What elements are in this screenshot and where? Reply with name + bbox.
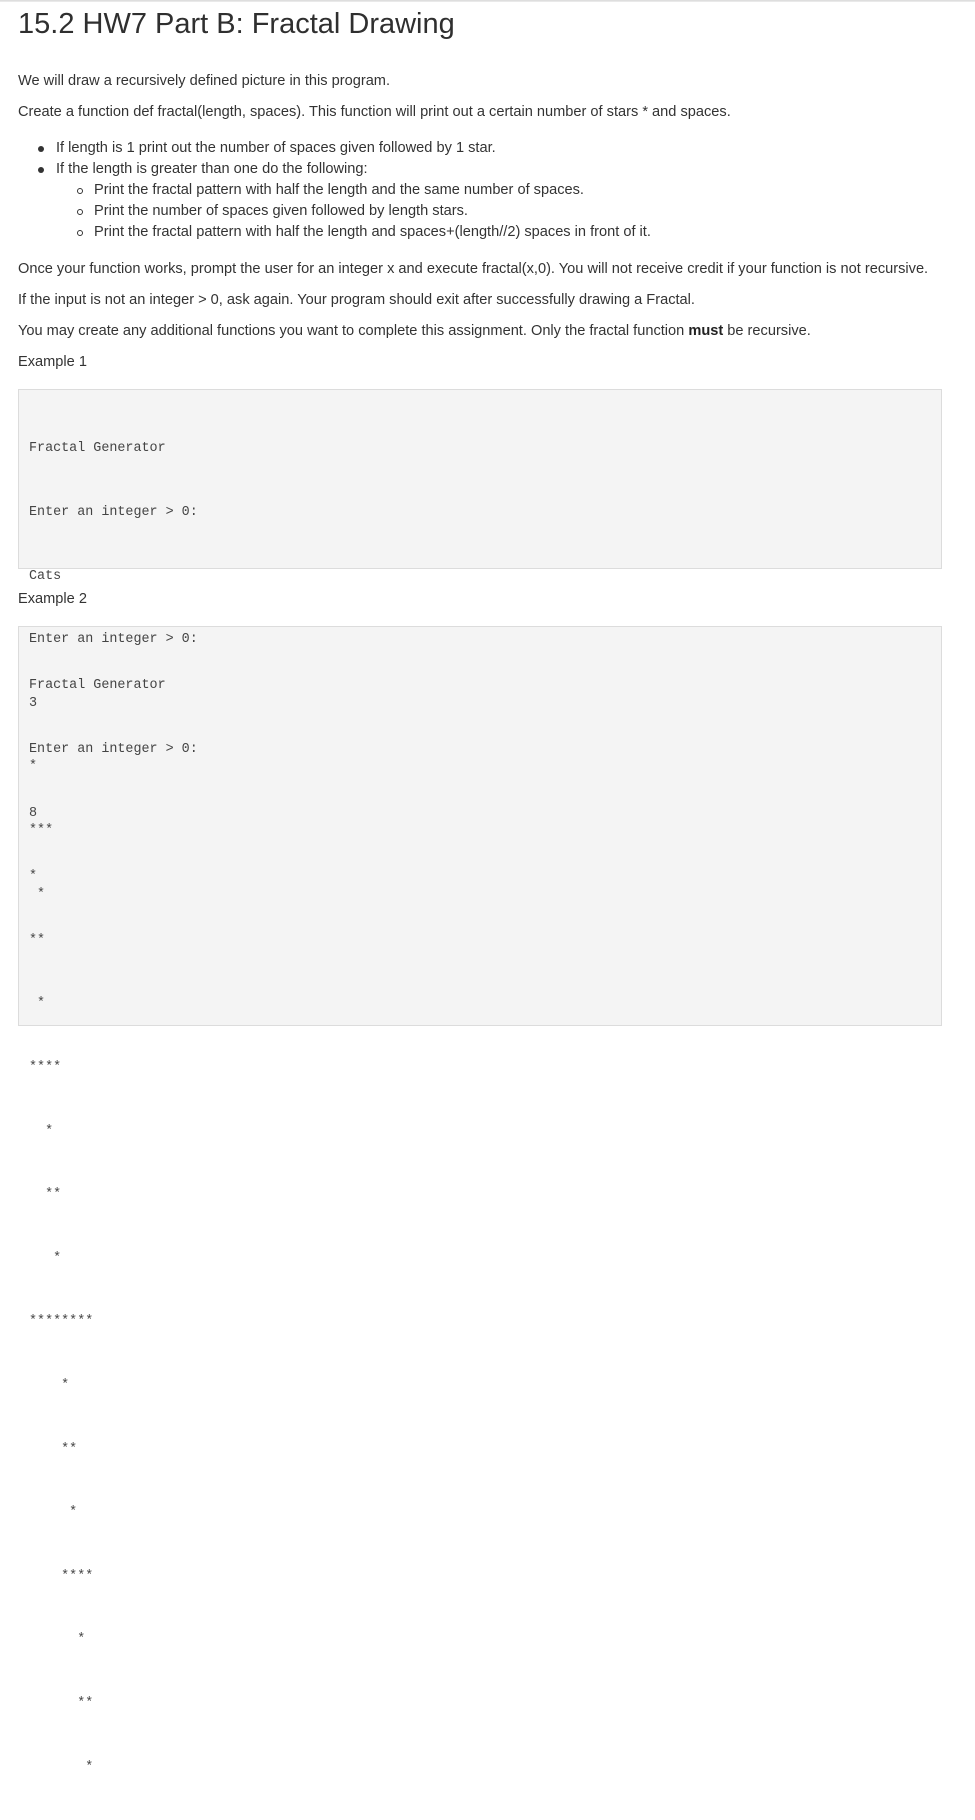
code-line: 3 <box>29 695 38 711</box>
nested-list-item-text: Print the fractal pattern with half the length and spaces+(length//2) spaces in front of it. <box>94 224 651 240</box>
code-line: ** <box>29 932 46 948</box>
code-line: * <box>29 1759 94 1775</box>
additional-functions-tail: be recursive. <box>723 323 811 339</box>
code-line: Cats <box>29 568 62 584</box>
nested-list-item <box>76 201 942 222</box>
code-line: Enter an integer > 0: <box>29 505 198 520</box>
intro-paragraph: We will draw a recursively defined picture in this program. <box>18 73 391 89</box>
code-line: * <box>29 996 46 1012</box>
list-item <box>38 159 942 243</box>
code-line: ** <box>29 1187 62 1203</box>
code-line: ******** <box>29 1314 94 1330</box>
input-rule-paragraph: If the input is not an integer > 0, ask again. Your program should exit after successfully drawing a Fractal. <box>18 292 695 308</box>
instruction-list <box>38 138 942 243</box>
code-line: **** <box>29 1059 62 1075</box>
recursion-requirement-paragraph: Once your function works, prompt the user for an integer x and execute fractal(x,0). You will not receive credit if your function is not recursive. <box>18 261 929 277</box>
assignment-page <box>18 0 942 1775</box>
code-line: Fractal Generator <box>29 441 166 457</box>
circle-bullet-icon <box>77 230 83 236</box>
page-title: 15.2 HW7 Part B: Fractal Drawing <box>18 8 455 40</box>
circle-bullet-icon <box>77 209 83 215</box>
example-2-code-block <box>18 626 942 1775</box>
additional-functions-paragraph <box>18 321 942 342</box>
code-line: * <box>29 1505 78 1521</box>
code-line: Fractal Generator <box>29 678 166 694</box>
example-1-label: Example 1 <box>18 354 87 370</box>
nested-list-item-text: Print the number of spaces given followed by length stars. <box>94 203 468 219</box>
code-line: * <box>29 886 46 902</box>
nested-instruction-list <box>76 180 942 243</box>
additional-functions-text: You may create any additional functions you want to complete this assignment. Only the fractal function <box>18 323 689 339</box>
must-emphasis: must <box>688 323 724 339</box>
code-line: * <box>29 759 38 775</box>
code-line: ** <box>29 1441 78 1457</box>
bullet-icon <box>38 146 44 152</box>
bullet-icon <box>38 167 44 173</box>
nested-list-item <box>76 222 942 243</box>
nested-list-item <box>76 180 942 201</box>
list-item-text: If the length is greater than one do the following: <box>56 161 368 177</box>
code-line: * <box>29 869 38 885</box>
code-line: * <box>29 1377 70 1393</box>
nested-list-item-text: Print the fractal pattern with half the length and the same number of spaces. <box>94 182 584 198</box>
list-item-text: If length is 1 print out the number of spaces given followed by 1 star. <box>56 140 496 156</box>
example-2-label: Example 2 <box>18 591 87 607</box>
code-line: ** <box>29 1695 94 1711</box>
code-line: 8 <box>29 805 38 821</box>
circle-bullet-icon <box>77 188 83 194</box>
code-line: Enter an integer > 0: <box>29 632 198 648</box>
code-line: * <box>29 1632 86 1648</box>
code-line: **** <box>29 1568 94 1584</box>
code-line: Enter an integer > 0: <box>29 742 198 757</box>
code-line: * <box>29 1250 62 1266</box>
create-paragraph: Create a function def fractal(length, spaces). This function will print out a certain number of stars * and spaces. <box>18 104 731 120</box>
code-line: * <box>29 1123 54 1139</box>
code-line: *** <box>29 822 54 838</box>
list-item <box>38 138 942 159</box>
